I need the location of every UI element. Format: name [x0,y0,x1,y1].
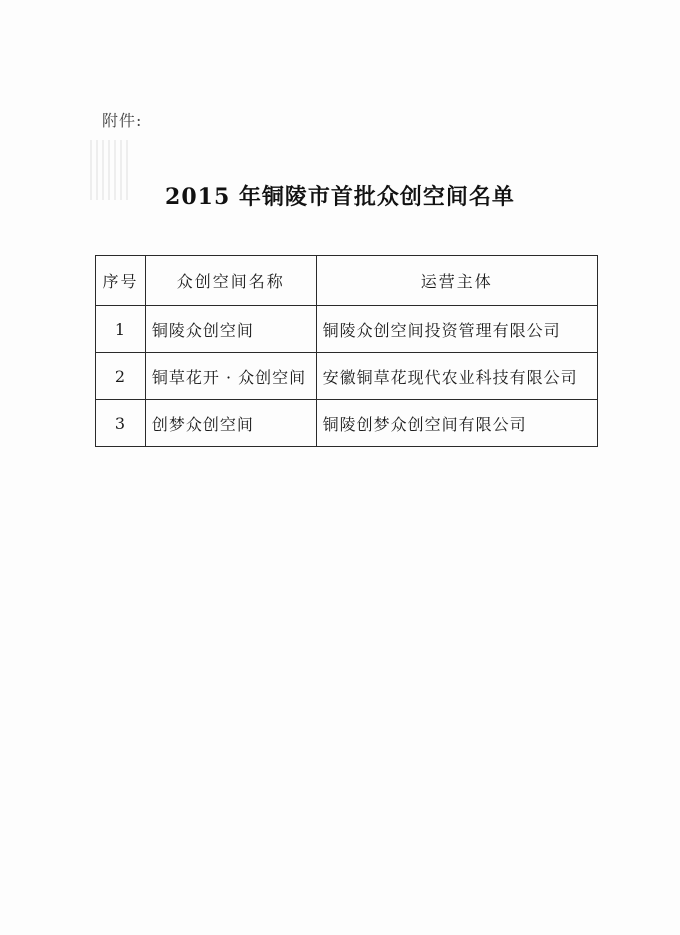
header-operator: 运营主体 [316,256,597,306]
table-header-row [96,256,598,306]
page-title: 2015 年铜陵市首批众创空间名单 [165,184,515,210]
table-row [96,353,598,400]
table-row [96,306,598,353]
cell-space-name: 铜陵众创空间 [145,306,316,353]
cell-serial-number: 2 [96,353,146,400]
cell-space-name: 创梦众创空间 [145,400,316,447]
cell-operator: 铜陵众创空间投资管理有限公司 [316,306,597,353]
cell-serial-number: 1 [96,306,146,353]
cell-space-name: 铜草花开 · 众创空间 [145,353,316,400]
table-row [96,400,598,447]
cell-operator: 铜陵创梦众创空间有限公司 [316,400,597,447]
cell-serial-number: 3 [96,400,146,447]
maker-space-table [95,255,598,447]
header-space-name: 众创空间名称 [145,256,316,306]
header-serial-number: 序号 [96,256,146,306]
cell-operator: 安徽铜草花现代农业科技有限公司 [316,353,597,400]
attachment-label: 附件: [102,111,143,130]
